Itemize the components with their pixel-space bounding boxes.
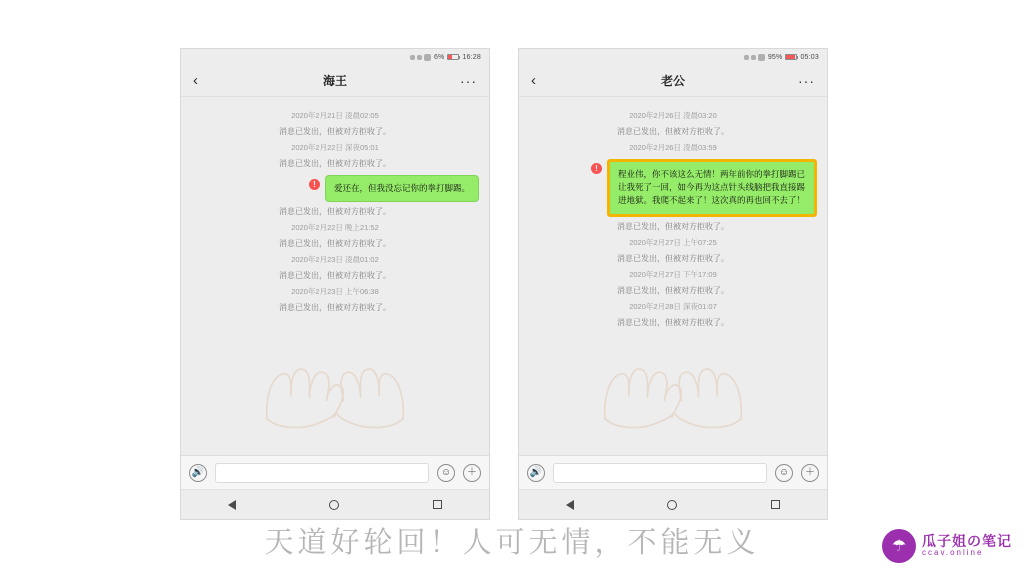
timestamp: 2020年2月27日 下午17:09 <box>629 269 717 279</box>
system-message: 消息已发出，但被对方拒收了。 <box>279 207 391 217</box>
message-row <box>191 175 479 202</box>
system-message: 消息已发出，但被对方拒收了。 <box>617 253 729 263</box>
android-nav-left <box>181 489 489 519</box>
system-message: 消息已发出，但被对方拒收了。 <box>279 239 391 249</box>
input-bar-left <box>181 455 489 489</box>
status-bar-right <box>519 49 827 65</box>
system-message: 消息已发出，但被对方拒收了。 <box>279 159 391 168</box>
chat-area-left[interactable] <box>181 97 489 455</box>
timestamp: 2020年2月21日 凌晨02:05 <box>291 111 379 120</box>
wifi-icon <box>758 54 765 61</box>
recents-nav-icon[interactable] <box>433 500 442 509</box>
hands-watermark-icon <box>588 335 758 437</box>
send-failed-badge[interactable]: ! <box>309 179 320 190</box>
chat-area-right[interactable] <box>519 97 827 455</box>
system-message: 消息已发出，但被对方拒收了。 <box>617 221 729 231</box>
back-icon[interactable]: ‹ <box>531 72 536 89</box>
signal-icons <box>744 54 765 61</box>
status-time-right: 05:03 <box>800 53 819 61</box>
message-row-highlighted <box>529 159 817 217</box>
timestamp: 2020年2月28日 深夜01:07 <box>629 301 717 311</box>
chat-title-left: 海王 <box>322 74 347 88</box>
more-icon[interactable]: ··· <box>798 72 815 89</box>
phone-screenshot-right <box>518 48 828 520</box>
home-nav-icon[interactable] <box>667 500 677 510</box>
system-message: 消息已发出，但被对方拒收了。 <box>279 127 391 136</box>
phone-screenshot-left <box>180 48 490 520</box>
voice-icon[interactable]: 🔊 <box>527 464 545 482</box>
timestamp: 2020年2月27日 上午07:25 <box>629 237 717 247</box>
signal-icon-2 <box>751 55 756 60</box>
system-message: 消息已发出，但被对方拒收了。 <box>617 285 729 295</box>
back-nav-icon[interactable] <box>228 500 236 510</box>
timestamp: 2020年2月22日 晚上21:52 <box>291 223 379 233</box>
chat-bubble-outgoing-highlighted[interactable]: 程业伟，你不该这么无情！两年前你的拳打脚踢已让我死了一回，如今再为这点针头线脑把我直接踢进地狱。我爬不起来了！这次真的再也回不去了！ <box>607 159 817 217</box>
more-icon[interactable]: ··· <box>460 72 477 89</box>
battery-icon-right <box>785 54 797 60</box>
send-failed-badge[interactable]: ! <box>591 163 602 174</box>
signal-icon <box>744 55 749 60</box>
timestamp: 2020年2月23日 上午06:38 <box>291 287 379 297</box>
voice-icon[interactable]: 🔊 <box>189 464 207 482</box>
logo-sub-text: ccav.online <box>922 548 984 558</box>
system-message: 消息已发出，但被对方拒收了。 <box>279 303 391 313</box>
plus-icon[interactable]: ＋ <box>463 464 481 482</box>
logo <box>882 529 1012 563</box>
recents-nav-icon[interactable] <box>771 500 780 509</box>
signal-icon-2 <box>417 55 422 60</box>
message-list-right <box>529 110 817 328</box>
signal-icon <box>410 55 415 60</box>
timestamp: 2020年2月26日 凌晨03:20 <box>629 111 717 120</box>
battery-percent-left: 6% <box>433 53 445 61</box>
home-nav-icon[interactable] <box>329 500 339 510</box>
logo-main-text: 瓜子姐の笔记 <box>922 532 1012 549</box>
system-message: 消息已发出，但被对方拒收了。 <box>617 127 729 136</box>
wifi-icon <box>424 54 431 61</box>
message-input-left[interactable] <box>215 463 429 483</box>
emoji-icon[interactable]: ☺ <box>775 464 793 482</box>
hands-watermark-icon <box>250 335 420 437</box>
android-nav-right <box>519 489 827 519</box>
system-message: 消息已发出，但被对方拒收了。 <box>279 271 391 281</box>
nav-bar-left <box>181 65 489 97</box>
battery-icon-left <box>447 54 459 60</box>
system-message: 消息已发出，但被对方拒收了。 <box>617 317 729 327</box>
timestamp: 2020年2月22日 深夜05:01 <box>291 143 379 152</box>
timestamp: 2020年2月23日 凌晨01:02 <box>291 255 379 265</box>
timestamp: 2020年2月26日 凌晨03:59 <box>629 143 717 152</box>
logo-texts <box>922 534 1012 558</box>
plus-icon[interactable]: ＋ <box>801 464 819 482</box>
caption-text: 天道好轮回！人可无情，不能无义 <box>264 525 760 559</box>
emoji-icon[interactable]: ☺ <box>437 464 455 482</box>
message-list-left <box>191 110 479 313</box>
chat-title-right: 老公 <box>660 74 685 88</box>
nav-bar-right <box>519 65 827 97</box>
back-icon[interactable]: ‹ <box>193 72 198 89</box>
back-nav-icon[interactable] <box>566 500 574 510</box>
chat-bubble-outgoing[interactable]: 爱还在，但我没忘记你的拳打脚踢。 <box>325 175 479 202</box>
battery-percent-right: 95% <box>767 53 783 61</box>
umbrella-icon: ☂ <box>882 529 916 563</box>
status-bar-left <box>181 49 489 65</box>
signal-icons <box>410 54 431 61</box>
input-bar-right <box>519 455 827 489</box>
status-time-left: 16:28 <box>462 53 481 61</box>
message-input-right[interactable] <box>553 463 767 483</box>
